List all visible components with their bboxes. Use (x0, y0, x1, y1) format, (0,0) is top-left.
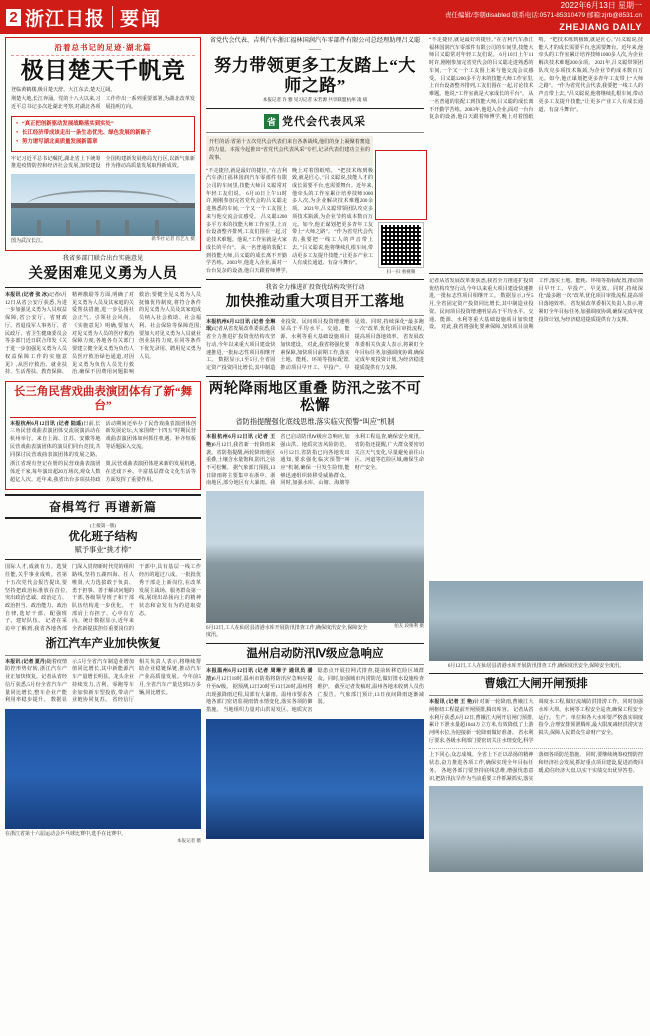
feature-bullet-1: ● “真正把创新驱动发展战略落实到实处” (16, 120, 190, 129)
profile-band (206, 113, 424, 129)
qr-code-icon[interactable] (379, 223, 423, 267)
article5-body: 本报讯 (记者 夏丹)随着疫情防控形势好转,浙江汽车产业正加快恢复。记者从省经信厅获悉,5月份全省汽车产量同比增长,整车企业产能利用率稳步提升。 数据显示,5月全省汽车制造业增加值同比增长,其中新能源汽车产量增长明显。龙头企业持续发力,吉利、零跑等车企加快新车型投放,带动产业链协同复苏。 省经信厅相关负责人表示,将继续帮助企业稳链保链,推动汽车产业高质量发展。今年前5月,全省汽车产量达到3万多辆,同比增长。 (5, 658, 201, 704)
logo-divider (112, 6, 113, 28)
feature-body-1: 荆楚大地,长江奔涌。党的十八大以来,习近平总书记多次赴湖北考察,对湖北各项工作作出一系列重要部署,为湖北改革发展指明方向。 (11, 96, 195, 111)
masthead-info (445, 1, 644, 33)
feature-bullet-3: ● 努力谱写湖北高质量发展新篇章 (16, 138, 190, 147)
page-body (0, 34, 650, 1036)
qr-label: 扫一扫 看视频 (386, 268, 416, 274)
article-flood-warning (206, 381, 424, 640)
right-column (429, 37, 643, 1036)
photo-table-tennis-2 (206, 719, 424, 839)
flood-byline: 本报杭州6月12日讯 (记者 王 艳) (206, 434, 276, 448)
flood-subhead: 省防指提醒强化底线思维,落实临灾预警“叫应”机制 (235, 417, 395, 426)
feature-lead: 登临黄鹤楼,极目楚天舒。大江东去,楚天辽阔。 (11, 86, 116, 93)
band-title: 党代会代表风采 (282, 116, 366, 129)
feature-article-hubei (5, 37, 201, 251)
project-headline: 加快推动重大项目开工落地 (225, 294, 405, 311)
article3-body-2: 浙江省现有登记在册的民营戏曲表演团体近千家,每年演出超20万场次,观众人数超亿人次。近年来,我省出台多项扶持政策,民营戏曲表演团体迎来新的发展机遇,在送戏下乡、丰富基层群众文化生活等方面发挥了重要作用。 (10, 461, 196, 483)
article3-headline: 长三角民营戏曲表演团体有了新“舞台” (13, 386, 193, 412)
article-qiche-chanye (5, 638, 201, 705)
wenzhou-body: 本报温州6月12日讯 (记者 周琳子 通讯员 潘 洁)6月12日18时,温州市防指将防汛应急响应提升至Ⅳ级。 据预测,12日20时至13日20时,温州将出现强降雨过程,局部有大暴雨。温州市要求各地各部门密切监视雨情水情变化,落实各项防御措施。 当地组织力量对山洪易发区、地质灾害隐患点开展拉网式排查,提前转移危险区域群众。同时,加强城市内涝防范,做好排水设施检查维护。 截至记者发稿时,温州各地未收到人员伤亡报告。气象部门预计,13日夜间降雨逐渐减弱。 (206, 668, 424, 714)
cao-byline: 本报讯 (记者 王 艳) (429, 699, 474, 706)
article-dashi-zhilu (206, 37, 424, 109)
flood-body: 本报杭州6月12日讯 (记者 王 艳)6月12日,我省新一轮降雨来袭。省防指提醒,两轮降雨地区重叠,土壤含水量饱和,防汛之弦不可松懈。 据气象部门预报,13日降雨将主要集中在浙中、浙南地区,部分地区有大暴雨。我省已启动防汛Ⅳ级应急响应,加强山洪、地质灾害风险防范。 6月12日,省防指已向各地发出通知,要求强化临灾预警“叫应”机制,确保一旦发生险情,能够迅速组织转移受威胁群众。同时,加强水库、山塘、海塘等水利工程巡查,确保安全度汛。 省防指还提醒,广大群众要密切关注天气变化,尽量避免前往山区、河道等危险区域,确保生命财产安全。 (206, 434, 424, 487)
profile-qr-area (378, 136, 424, 275)
photo-caption-table-tennis: 在浙江省第十六届运动会乒乓球比赛中,选手在比赛中。 (5, 832, 127, 838)
mid-top-kicker: 省党代会代表、吉利汽车浙江福林国润汽车零部件有限公司总经理助理吕义聪—— (209, 37, 421, 53)
article3-byline: 本报杭州6月12日讯 (记者 陆遥) (10, 420, 84, 427)
project-kicker: 我省全力推进扩投资优结构攻坚行动 (265, 283, 365, 291)
cao-headline: 曹娥江大闸开闸预排 (484, 678, 588, 691)
project-body: 本报杭州6月12日讯 (记者 全琳珉)记者从省发展改革委获悉,我省全力推进扩投资优结构攻坚行动,今年以来重大项目建设快速推进,一批标志性项目相继开工。 数据显示,1至5月,全省固定资产投资同比增长,其中制造业投资、民间项目投资增速明显高于平均水平。交通、能源、水利等重大基础设施项目加快建设。 对此,我省将强化要素保障,加快项目前期工作,落实土地、能耗、环境等指标配置,推动项目早开工、早投产、早见效。同时,持续深化“最多跑一次”改革,优化项目审批流程,提高项目落地效率。 省发展改革委相关负责人表示,将紧盯全年目标任务,加强调度协调,确保完成年度投资计划,为经济稳进提质提供有力支撑。 (206, 318, 424, 371)
article5-byline: 本报讯 (记者 夏丹) (5, 658, 47, 665)
section-title: 要闻 (120, 8, 163, 30)
english-title: ZHEJIANG DAILY (559, 21, 642, 32)
photo-table-tennis (5, 709, 201, 829)
middle-column (206, 37, 424, 1036)
profile-lead: 开栏的话:省第十五次党代会代表们来自各条战线,他们的身上凝聚着奮進的力量。本报今起推出“省党代会代表风采”专栏,记录代表们建功立业的故事。 (206, 136, 373, 165)
photo-excavator-reservoir (206, 491, 424, 623)
photo-credit-bridge: 新华社记者 肖艺九 摄 (151, 235, 195, 241)
photo-yangtze-bridge (11, 174, 195, 236)
photo-caption-bridge: 图为武汉长江。 (11, 238, 47, 244)
mid-top-byline: 本报记者 许 雅 见习记者 宋若源 共享联盟杭州 凌 斌 (262, 97, 368, 103)
right-top-continuation: “不走捷径,就是最好的捷径。”在吉利汽车浙江福林国润汽车零部件有限公司的车间里,技能大师吕义聪常对年轻工友们说。 6月10日上午11时许,刚刚参加完省党代会的吕义聪走进熟悉的车间,一个又一个工友围上来与他交流会议感受。 吕义聪1200多平方米的技能大师工作室里,上百台设备整齐排列,工友们围在一起,讨论技术难题。他说,“工作室就是大家成长的平台”。 从一名普通的装配工到技能大师,吕义聪的成长离不开勤学苦练。2003年,他进入企业,面对一台台复杂的设备,他白天跟着师傅学,晚上对着图纸啃。 “把技术练到极致,就是匠心。”吕义聪说,技能人才的成长需要平台,也需要舞台。近年来,他牵头的工作室累计培养技师1000多人次,为企业解决技术难题200余项。 2021年,吕义聪带领团队攻克多项技术瓶颈,为企业节约成本数百万元。如今,他正谋划把更多青年工友带上“大师之路”。 “作为省党代会代表,我要把一线工人的声音带上去。”吕义聪说,他将继续扎根车间,带动更多工友提升技能,“让更多产业工人有成长通道、有奋斗舞台”。 (429, 37, 643, 121)
feature-kicker: 沿着总书记的足迹·湖北篇 (11, 42, 195, 56)
article4-subhead: 赋予事业“挑才棒” (74, 546, 132, 555)
article4-continued-tag: (上接第一版) (89, 522, 117, 528)
section-band-fenji: 奋楫笃行 再谱新篇 (5, 494, 201, 519)
page-number: 2 (6, 9, 21, 26)
issue-date: 2022年6月13日 星期一 (560, 1, 642, 11)
photo-caption-riverbank: 6月12日,工人在仙居县清港水库开展防汛排查工作,确保度汛安全,保障安全度汛。 (447, 664, 625, 669)
wenzhou-byline: 本报温州6月12日讯 (记者 周琳子 通讯员 潘 洁) (206, 668, 313, 683)
left-column (5, 37, 201, 1036)
profile-body: “不走捷径,就是最好的捷径。”在吉利汽车浙江福林国润汽车零部件有限公司的车间里,技能大师吕义聪常对年轻工友们说。 6月10日上午11时许,刚刚参加完省党代会的吕义聪走进熟悉的车间,一个又一个工友围上来与他交流会议感受。 吕义聪1200多平方米的技能大师工作室里,上百台设备整齐排列,工友们围在一起,讨论技术难题。他说,“工作室就是大家成长的平台”。 从一名普通的装配工到技能大师,吕义聪的成长离不开勤学苦练。2003年,他进入企业,面对一台台复杂的设备,他白天跟着师傅学,晚上对着图纸啃。 “把技术练到极致,就是匠心。”吕义聪说,技能人才的成长需要平台,也需要舞台。近年来,他牵头的工作室累计培养技师1000多人次,为企业解决技术难题200余项。 2021年,吕义聪带领团队攻克多项技术瓶颈,为企业节约成本数百万元。如今,他正谋划把更多青年工友带上“大师之路”。 “作为省党代会代表,我要把一线工人的声音带上去。”吕义聪说,他将继续扎根车间,带动更多工友提升技能,“让更多产业工人有成长通道、有奋斗舞台”。 (206, 167, 373, 275)
masthead (0, 0, 650, 34)
mid-top-headline: 努力带领更多工友踏上“大师之路” (214, 56, 416, 95)
article3-body: 本报杭州6月12日讯 (记者 陆遥)日前,长三角民营戏曲表演团体交流展演活动在杭州举行。来自上海、江苏、安徽等地民营戏曲表演团体的演员们同台竞技,共同探讨民营戏曲表演团体的发展之路。活动期间还举办了民营戏曲表演团体创新发展论坛,大家围绕“十四五”时期民营戏曲表演团体如何抓住机遇、补齐短板等话题深入交流。 (10, 420, 196, 458)
band-marker: 省 (264, 114, 279, 129)
photo-credit-table-tennis: 本报记者 摄 (176, 838, 201, 844)
newspaper-logo: 浙江日报 (25, 8, 106, 30)
right-project-continuation: 记者从省发展改革委获悉,我省全力推进扩投资优结构攻坚行动,今年以来重大项目建设快速推进,一批标志性项目相继开工。 数据显示,1至5月,全省固定资产投资同比增长,其中制造业投资、民间项目投资增速明显高于平均水平。交通、能源、水利等重大基础设施项目加快建设。 对此,我省将强化要素保障,加快项目前期工作,落实土地、能耗、环境等指标配置,推动项目早开工、早投产、早见效。同时,持续深化“最多跑一次”改革,优化项目审批流程,提高项目落地效率。 省发展改革委相关负责人表示,将紧盯全年目标任务,加强调度协调,确保完成年度投资计划,为经济稳进提质提供有力支撑。 (429, 278, 643, 331)
article2-byline: 本报讯 (记者 张 冰) (5, 292, 49, 299)
photo-factory (429, 786, 643, 872)
photo-riverbank (429, 581, 643, 661)
feature-bullet-list (11, 116, 195, 152)
profile-photo-placeholder (375, 150, 427, 220)
article2-body: 本报讯 (记者 张 冰)记者6月12日从省公安厅获悉,为进一步加强见义勇为人员权益保障,省公安厅、省财政厅、省退役军人事务厅、省民政厅、省卫生健康委员会等多部门近日联合印发《关于进一步加强见义勇为人员权益保障工作的实施意见》,从医疗救治、就业扶持、生活帮扶、教育保障、精神激励等方面,明确了对见义勇为人员及其家庭的关爱帮扶措施,进一步弘扬社会正气、引领社会风尚。 《实施意见》明确,要加大对见义勇为人员的医疗救治保障力度,各地各有关部门要建立健全见义勇为负伤人员医疗救治绿色通道,对因见义勇为负伤人员先行救治,确保不因费用问题影响救治;要健全见义勇为人员抚恤优待制度,将符合条件的见义勇为人员及其家庭成员纳入社会救助、社会福利、社会保险等保障范围;要加大对见义勇为人员就业创业扶持力度,在同等条件下优先录用、聘用见义勇为人员。 (5, 292, 201, 376)
article-changsanjiao-xiqu (5, 381, 201, 489)
right-notes-body: 上下同心,众志成城。全省上下正以昂扬的精神状态,奋力推进各项工作,确保实现全年目标任务。 各地各部门要坚持底线思维,增强忧患意识,把防汛抗旱作为当前重要工作抓紧抓实,落实落细各项防范措施。 同时,要继续统筹疫情防控和经济社会发展,抓好重点项目建设,促进消费回暖,稳住经济大盘,以实干实绩交出优异答卷。 (429, 752, 643, 782)
cao-body: 本报讯 (记者 王 艳)针对新一轮降雨,曹娥江大闸枢纽工程提前开闸预排,腾出库容。 记者从省水利厅获悉,6月12日,曹娥江大闸开启闸门预排,累计下泄水量超1044万立方米,有效降低了上游河网水位,为迎接新一轮降雨做好准备。 省水利厅要求,各级水利部门要密切关注水情变化,科学调度水工程,做好流域防洪排涝工作。同时加强水库大坝、水闸等工程安全巡查,确保工程安全运行。 生产、单位和各大水库要严格落实调度指令,合理安排预泄腾库,最大限度减轻洪涝灾害损失,保障人民群众生命财产安全。 (429, 699, 643, 744)
feature-bullet-2: ● 长江经济带成该走出一条生态优先、绿色发展的新路子 (16, 129, 190, 138)
editor-contact: 责任编辑/李朝disabled 联系电话:0571-85310479 邮箱:zjrb@8531.cn (445, 11, 642, 19)
article-yijian-yongwei (5, 255, 201, 377)
article-caoejiang-gate (429, 678, 643, 745)
photo-caption-flood: 6月12日,工人在仙居县清港水库开展防汛排查工作,确保度汛安全,保障安全度汛。 (206, 626, 368, 639)
article5-headline: 浙江汽车产业加快恢复 (45, 637, 161, 650)
article-wenzhou-flood-response (206, 648, 424, 715)
qr-block[interactable] (379, 223, 423, 267)
flood-headline: 两轮降雨地区重叠 防汛之弦不可松懈 (208, 380, 422, 414)
bridge-piers (11, 205, 195, 236)
feature-body-2: 牢记习近平总书记嘱托,湖北省上下统筹推进疫情防控和经济社会发展,加快建设全国构建新发展格局先行区,以新气象新作为推动高质量发展取得新成效。 (11, 155, 195, 170)
article4-headline: 优化班子结构 (68, 531, 138, 544)
article2-kicker: 我省多部门联合出台实施意见 (62, 255, 144, 263)
article-major-projects (206, 284, 424, 373)
feature-headline: 极目楚天千帆竞 (20, 58, 186, 83)
article-youhua-banzi (5, 523, 201, 634)
wenzhou-headline: 温州启动防汛Ⅳ级应急响应 (246, 647, 384, 660)
article4-body: 国际人才,成就有力。选贤任能,关乎事业成败。省第十五次党代会报告提出,要坚持把政治标准放在首位,突出政治忠诚、政治定力、政治担当、政治能力、政治自律,选好干部、配强班子、建好队伍。 记者在采访中了解到,我省各地各部门深入贯彻新时代党的组织路线,坚持五湖四海、任人唯贤,大力选拔敢于负责、勇于担事、善于解决问题的干部,各级领导班子和干部队伍结构进一步优化。 干部肩上有担子、心中有方向。统计数据显示,近年来全省新提拔担任重要岗位的干部中,具有基层一线工作经历的超过八成。一批批优秀干部走上新岗位,在改革发展主战场、服务群众第一线,展现出昂扬向上的精神状态和奋发有为的进取姿态。 (5, 564, 201, 633)
article2-headline: 关爱困难见义勇为人员 (28, 265, 178, 282)
profile-content (206, 136, 424, 275)
project-byline: 本报杭州6月12日讯 (记者 全琳珉) (206, 318, 276, 333)
photo-credit-flood: 拍友 段俊利 摄 (394, 623, 424, 629)
